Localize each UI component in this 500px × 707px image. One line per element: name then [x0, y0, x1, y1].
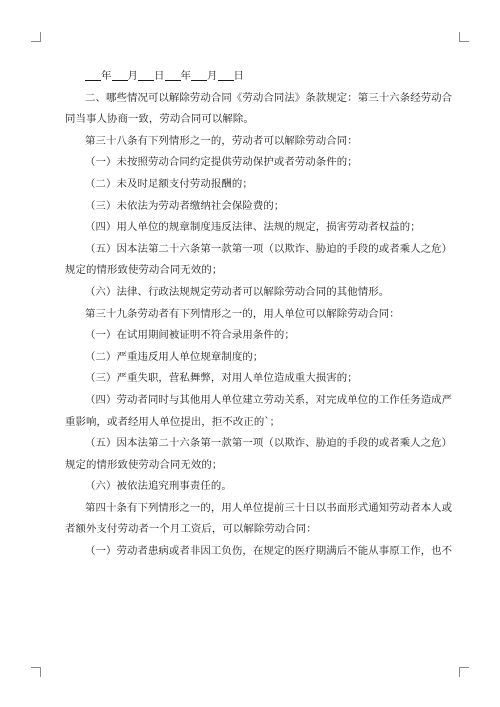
- date-blank: [218, 69, 234, 81]
- list-item-line: （一）在试用期间被证明不符合录用条件的；: [85, 329, 295, 342]
- date-blank: [165, 69, 181, 81]
- paragraph-line: 第四十条有下列情形之一的，用人单位提前三十日以书面形式通知劳动者本人或: [85, 501, 453, 514]
- paragraph-line: 第三十八条有下列情形之一的，劳动者可以解除劳动合同：: [85, 134, 358, 147]
- date-blank: [112, 69, 128, 81]
- crop-mark-top-left: [31, 32, 41, 42]
- date-year-1: 年: [101, 70, 112, 82]
- crop-mark-bottom-left: [31, 667, 41, 677]
- list-item-line: （五）因本法第二十六条第一款第一项（以欺诈、胁迫的手段的或者乘人之危）: [85, 437, 453, 450]
- list-item-continuation: 规定的情形致使劳动合同无效的；: [65, 458, 223, 471]
- list-item-line: （五）因本法第二十六条第一款第一项（以欺诈、胁迫的手段的或者乘人之危）: [85, 242, 453, 255]
- date-blank: [85, 69, 101, 81]
- list-item-line: （一）未按照劳动合同约定提供劳动保护或者劳动条件的；: [85, 156, 358, 169]
- list-item-line: （四）劳动者同时与其他用人单位建立劳动关系，对完成单位的工作任务造成严: [85, 393, 453, 406]
- date-day-2: 日: [233, 70, 244, 82]
- list-item-line: （三）未依法为劳动者缴纳社会保险费的；: [85, 199, 285, 212]
- document-body: [65, 66, 453, 563]
- list-item-continuation: 规定的情形致使劳动合同无效的；: [65, 264, 223, 277]
- date-month-2: 月: [207, 70, 218, 82]
- date-year-2: 年: [180, 70, 191, 82]
- paragraph-line: 同当事人协商一致，劳动合同可以解除。: [65, 113, 254, 126]
- list-item-line: （一）劳动者患病或者非因工负伤，在规定的医疗期满后不能从事原工作，也不: [85, 545, 453, 558]
- list-item-line: （二）未及时足额支付劳动报酬的；: [85, 177, 253, 190]
- date-day-1: 日: [154, 70, 165, 82]
- list-item-line: （三）严重失职，营私舞弊，对用人单位造成重大损害的；: [85, 372, 358, 385]
- list-item-line: （六）法律、行政法规规定劳动者可以解除劳动合同的其他情形。: [85, 285, 390, 298]
- date-month-1: 月: [127, 70, 138, 82]
- crop-mark-top-right: [459, 32, 469, 42]
- date-blank: [191, 69, 207, 81]
- list-item-line: （六）被依法追究刑事责任的。: [85, 480, 232, 493]
- date-blank: [138, 69, 154, 81]
- paragraph-line: 第三十九条劳动者有下列情形之一的，用人单位可以解除劳动合同：: [85, 307, 400, 320]
- paragraph-line: 二、哪些情况可以解除劳动合同《劳动合同法》条款规定：第三十六条经劳动合: [85, 91, 453, 104]
- list-item-continuation: 重影响，或者经用人单位提出，拒不改正的`；: [65, 415, 281, 428]
- crop-mark-bottom-right: [459, 667, 469, 677]
- date-line: [65, 66, 437, 88]
- list-item-line: （四）用人单位的规章制度违反法律、法规的规定，损害劳动者权益的；: [85, 221, 421, 234]
- paragraph-continuation: 者额外支付劳动者一个月工资后，可以解除劳动合同：: [65, 523, 317, 536]
- list-item-line: （二）严重违反用人单位规章制度的；: [85, 350, 264, 363]
